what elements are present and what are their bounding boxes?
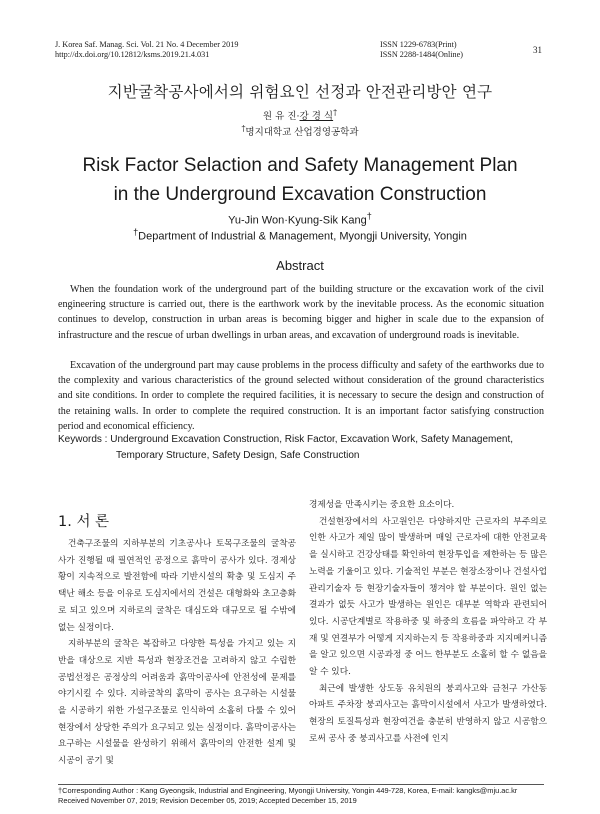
journal-citation: J. Korea Saf. Manag. Sci. Vol. 21 No. 4 December 2019	[55, 40, 239, 49]
page-number: 31	[533, 45, 542, 55]
body-paragraph: 최근에 발생한 상도동 유치원의 붕괴사고와 금천구 가산동 아파트 주차장 붕괴사고는 흙막이시설에서 사고가 발생하였다. 현장의 토질특성과 현장여건을 충분히 반영하지 않고 시공함으로써 공사 중 붕괴사고를 사전에 인지	[309, 683, 547, 744]
doi-link[interactable]: http://dx.doi.org/10.12812/ksms.2019.21.4.031	[55, 50, 210, 59]
english-affiliation-mark: †	[133, 227, 139, 237]
abstract-paragraph-2: Excavation of the underground part may cause problems in the process difficulty and safety of the earthworks due to the complexity and various characteristics of the ground selected without consideration of the ground characteristics and site conditions. In order to complete the required facilities, it is necessary to secure the design and construction of the retaining walls. In order to complete the required construction. It is an important factor satisfying construction period and economical efficiency.	[58, 360, 544, 432]
issn-online: ISSN 2288-1484(Online)	[380, 50, 464, 59]
keywords-line-1: Underground Excavation Construction, Risk Factor, Excavation Work, Safety Management,	[110, 434, 514, 445]
issn-print: ISSN 1229-6783(Print)	[380, 40, 457, 49]
english-author-1: Yu-Jin Won	[228, 214, 285, 227]
keywords-block	[58, 432, 544, 463]
body-paragraph: 건설현장에서의 사고원인은 다양하지만 근로자의 부주의로 인한 사고가 제일 많이 발생하며 매일 근로자에 대한 안전교육을 실시하고 건강상태를 확인하여 현장투입을 제한하는 등 많은 노력을 기울이고 있다. 기술적인 부분은 현장소장이나 건설사업관리기술자 등 현장기술자들이 챙겨야 할 부분이다. 원인 없는 결과가 없듯 사고가 발생하는 원인은 대부분 역학과 관련되어 있다. 시공단계별로 작용하중 및 하중의 흐름을 파악하고 각 부재 및 연결부가 어떻게 지지하는지 등 작용하중과 지지메커니즘을 알고 있으면 시공과정 중 어느 한부분도 소홀히 할 수 없음을 알 수 있다.	[309, 516, 547, 678]
english-affiliation	[0, 227, 600, 243]
korean-author-separator: ·	[296, 111, 300, 123]
abstract-heading: Abstract	[276, 258, 324, 273]
korean-author-2: 강 경 식	[299, 111, 334, 123]
section-heading: 1. 서 론	[58, 514, 110, 530]
body-paragraph: 지하부분의 굴착은 복잡하고 다양한 특성을 가지고 있는 지반을 대상으로 지반 특성과 현장조건을 고려하지 않고 수립한 공법선정은 공정상의 어려움과 흙막이공사에 안전성에 문제를 야기시킬 수 있다. 지하굴착의 흙막이 공사는 요구하는 시설물을 시공하기 위한 가설구조물로 인식하여 소홀히 다룰 수 있어 현장에서 상당한 주의가 요구되고 있는 실정이다. 흙막이공사는 요구하는 시설물을 완성하기 위해서 흙막이의 안전한 설계 및 시공이 공기 및	[58, 639, 296, 767]
english-affiliation-text: Department of Industrial & Management, Myongji University, Yongin	[138, 230, 467, 243]
korean-affiliation-text: 명지대학교 산업경영공학과	[245, 127, 359, 139]
footnote-divider	[58, 784, 544, 785]
body-paragraph-continuation: 경제성을 만족시키는 중요한 요소이다.	[309, 500, 455, 510]
corresponding-author-note: †Corresponding Author : Kang Gyeongsik, Industrial and Engineering, Myongji University, Yongin 449-728, Korea, E-mail: kangks@mju.ac.kr	[58, 786, 518, 795]
korean-title: 지반굴착공사에서의 위험요인 선정과 안전관리방안 연구	[107, 83, 493, 101]
english-author-separator: ·	[284, 214, 288, 227]
body-column-left	[58, 536, 296, 770]
received-dates: Received November 07, 2019; Revision December 05, 2019; Accepted December 15, 2019	[58, 796, 357, 805]
korean-author-1: 원 유 진	[262, 111, 297, 123]
english-title-line-1: Risk Factor Selaction and Safety Management Plan	[82, 155, 518, 176]
korean-authors	[0, 108, 600, 122]
korean-author-mark: †	[333, 108, 338, 117]
journal-header-left	[55, 40, 238, 60]
korean-affiliation-mark: †	[241, 124, 246, 133]
footnote	[58, 786, 548, 806]
abstract-paragraph-1: When the foundation work of the underground part of the building structure or the excavation work of the civil engineering structure is carried out, there is the earthwork work by the inevitable process. As the economic situation continues to develop, construction in urban areas is becoming bigger and higher in scale due to the expansion of infrastructure and the rescue of urban dwellings in urban areas, and excavation of underground roads is inevitable.	[58, 284, 544, 341]
body-paragraph: 건축구조물의 지하부분의 기초공사나 토목구조물의 굴착공사가 진행될 때 필연적인 공정으로 흙막이 공사가 있다. 경제상황이 지속적으로 발전함에 따라 기반시설의 확충 및 도심지 주택난 해소 등을 이유로 도심지에서의 건설은 대형화와 초고층화로 되고 있으며 지하로의 굴착은 대심도와 대규모로 될 수밖에 없는 실정이다.	[58, 539, 296, 633]
body-column-right	[309, 497, 547, 748]
keywords-label: Keywords :	[58, 434, 111, 445]
korean-affiliation	[0, 124, 600, 138]
journal-header-right	[380, 40, 463, 60]
english-authors	[0, 211, 600, 227]
english-author-2: Kyung-Sik Kang	[287, 214, 367, 227]
english-title-line-2: in the Underground Excavation Construction	[113, 184, 487, 205]
english-author-mark: †	[366, 211, 372, 221]
keywords-line-2: Temporary Structure, Safety Design, Safe Construction	[116, 449, 360, 461]
